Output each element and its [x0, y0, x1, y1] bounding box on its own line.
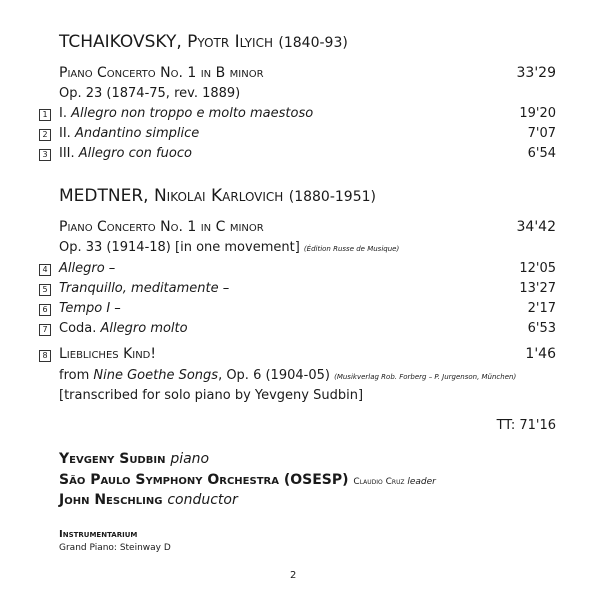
- track-title: I. Allegro non troppo e molto maestoso: [59, 106, 314, 121]
- work-duration-tchaikovsky: 33'29: [516, 65, 556, 81]
- track-number-box: 5: [39, 284, 51, 296]
- track-duration: 19'20: [519, 106, 556, 121]
- composer-heading-medtner: [59, 186, 376, 206]
- composer-given-name: Pyotr Ilyich: [187, 32, 273, 52]
- work-duration-medtner: 34'42: [516, 219, 556, 235]
- track-duration: 7'07: [527, 126, 556, 141]
- encore-source: from Nine Goethe Songs, Op. 6 (1904-05) (Musikverlag Rob. Forberg – P. Jurgenson, München): [59, 368, 517, 383]
- composer-surname: TCHAIKOVSKY,: [59, 32, 182, 52]
- encore-title: Liebliches Kind!: [59, 346, 156, 362]
- track-title: Coda. Allegro molto: [59, 321, 188, 336]
- track-duration: 13'27: [519, 281, 556, 296]
- instrumentarium-text: Grand Piano: Steinway D: [59, 543, 171, 553]
- track-number-box: 4: [39, 264, 51, 276]
- total-time: TT: 71'16: [496, 418, 556, 433]
- track-number-box: 3: [39, 149, 51, 161]
- work-title-medtner: Piano Concerto No. 1 in C minor: [59, 219, 264, 235]
- track-duration: 2'17: [527, 301, 556, 316]
- composer-given-name: Nikolai Karlovich: [153, 186, 284, 206]
- track-duration: 6'54: [527, 146, 556, 161]
- encore-transcription: [transcribed for solo piano by Yevgeny Sudbin]: [59, 388, 364, 403]
- track-duration: 6'53: [527, 321, 556, 336]
- encore-duration: 1'46: [525, 346, 556, 362]
- composer-dates: (1880-1951): [288, 189, 376, 205]
- track-number-box: 8: [39, 350, 51, 362]
- composer-surname: MEDTNER,: [59, 186, 149, 206]
- track-title: Tranquillo, meditamente –: [59, 281, 230, 296]
- performer-orchestra: São Paulo Symphony Orchestra (OSESP) Claudio Cruz leader: [59, 472, 436, 488]
- composer-dates: (1840-93): [278, 35, 348, 51]
- opus-tchaikovsky: Op. 23 (1874-75, rev. 1889): [59, 86, 241, 101]
- instrumentarium-heading: Instrumentarium: [59, 529, 138, 540]
- publisher-note: (Musikverlag Rob. Forberg – P. Jurgenson, München): [334, 373, 517, 381]
- performer-soloist: Yevgeny Sudbin piano: [59, 451, 210, 467]
- track-number-box: 1: [39, 109, 51, 121]
- track-title: II. Andantino simplice: [59, 126, 200, 141]
- track-number-box: 6: [39, 304, 51, 316]
- composer-heading-tchaikovsky: [59, 32, 348, 52]
- track-title: Allegro –: [59, 261, 116, 276]
- track-title: III. Allegro con fuoco: [59, 146, 192, 161]
- publisher-note: (Édition Russe de Musique): [303, 245, 400, 253]
- track-number-box: 2: [39, 129, 51, 141]
- work-title-tchaikovsky: Piano Concerto No. 1 in B minor: [59, 65, 264, 81]
- track-duration: 12'05: [519, 261, 556, 276]
- track-title: Tempo I –: [59, 301, 121, 316]
- track-number-box: 7: [39, 324, 51, 336]
- opus-medtner: Op. 33 (1914-18) [in one movement] (Édition Russe de Musique): [59, 240, 400, 255]
- performer-conductor: John Neschling conductor: [59, 492, 238, 508]
- page-number: 2: [290, 570, 297, 581]
